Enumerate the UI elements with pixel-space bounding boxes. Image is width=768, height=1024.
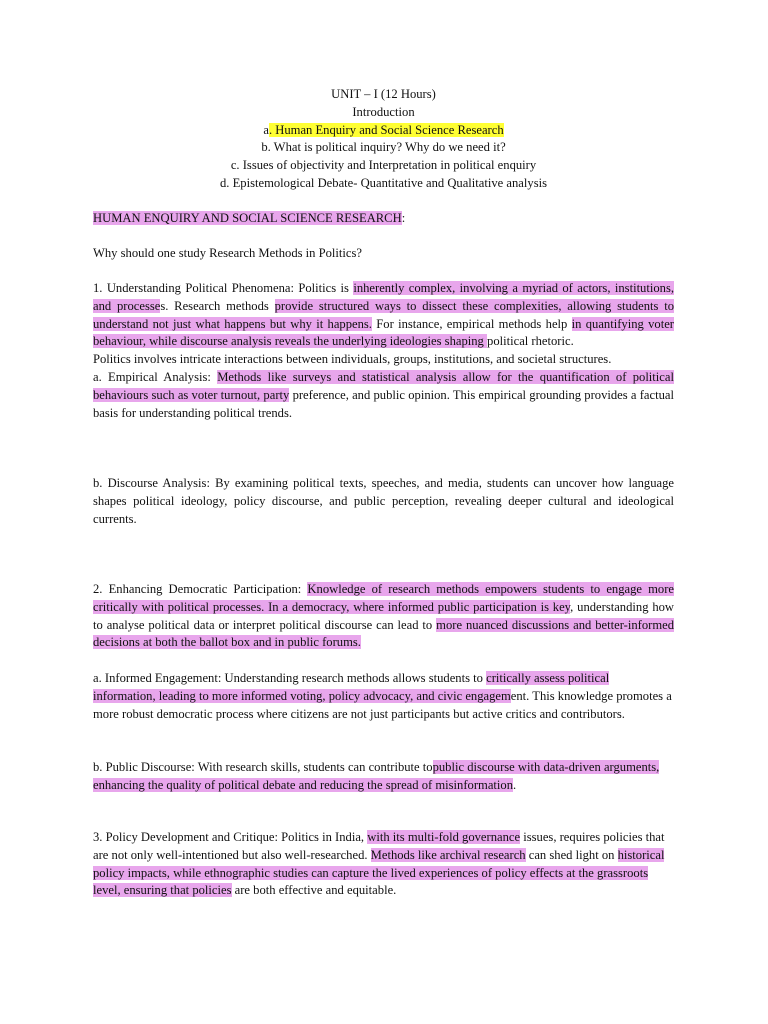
outline-item-a: a. Human Enquiry and Social Science Research bbox=[263, 122, 504, 137]
section-heading: HUMAN ENQUIRY AND SOCIAL SCIENCE RESEARCH: bbox=[93, 211, 406, 225]
intro-title: Introduction bbox=[352, 104, 415, 119]
paragraph-1b: b. Discourse Analysis: By examining political texts, speeches, and media, students can uncover how language shapes political ideology, policy discourse, and public perception, revealing deeper cultural and ideological currents. bbox=[93, 476, 674, 526]
outline-item-c: c. Issues of objectivity and Interpretation in political enquiry bbox=[230, 158, 537, 173]
paragraph-3: 3. Policy Development and Critique: Politics in India, with its multi-fold governance issues, requires policies that are not only well-intentioned but also well-researched. Methods like archival research can shed light on historical policy impacts, while ethnographic studies can capture the lived experiences of policy effects at the grassroots level, ensuring that policies are both effective and equitable. bbox=[93, 830, 665, 898]
unit-title: UNIT – I (12 Hours) bbox=[331, 87, 436, 101]
paragraph-1-politics: Politics involves intricate interactions between individuals, groups, institutions, and societal structures. bbox=[93, 352, 612, 367]
outline-item-b: b. What is political inquiry? Why do we need it? bbox=[261, 140, 506, 155]
paragraph-1: 1. Understanding Political Phenomena: Politics is inherently complex, involving a myriad of actors, institutions, and processes. Research methods provide structured ways to dissect these complexities, allowing students to understand not just what happens but why it happens. For instance, empirical methods help in quantifying voter behaviour, while discourse analysis reveals the underlying ideologies shaping political rhetoric. Politics involves intricate interactions between individuals, groups, institutions, and societal structures. a. Empirical Analysis: Methods like surveys and statistical analysis allow for the quantification of political behaviours such as voter turnout, party preference, and public opinion. This empirical grounding provides a factual basis for understanding political trends. bbox=[93, 280, 674, 422]
outline-item-d: d. Epistemological Debate- Quantitative and Qualitative analysis bbox=[220, 175, 547, 190]
paragraph-2: 2. Enhancing Democratic Participation: Knowledge of research methods empowers students to engage more critically with political processes. In a democracy, where informed public participation is key, understanding how to analyse political data or interpret political discourse can lead to more nuanced discussions and better-informed decisions at both the ballot box and in public forums. bbox=[93, 582, 675, 650]
paragraph-2a: a. Informed Engagement: Understanding research methods allows students to critically assess political information, leading to more informed voting, policy advocacy, and civic engagement. This knowledge promotes a more robust democratic process where citizens are not just participants but active critics and contributors. bbox=[93, 671, 672, 721]
paragraph-2b: b. Public Discourse: With research skills, students can contribute topublic discourse with data-driven arguments, enhancing the quality of political debate and reducing the spread of misinformation. bbox=[93, 760, 660, 792]
unit-header bbox=[93, 86, 674, 193]
paragraph-1a: a. Empirical Analysis: Methods like surveys and statistical analysis allow for the quantification of political behaviours such as voter turnout, party preference, and public opinion. This empirical grounding provides a factual basis for understanding political trends. bbox=[93, 369, 674, 420]
highlight-yellow: . Human Enquiry and Social Science Research bbox=[268, 122, 504, 137]
question-line: Why should one study Research Methods in Politics? bbox=[93, 246, 362, 260]
